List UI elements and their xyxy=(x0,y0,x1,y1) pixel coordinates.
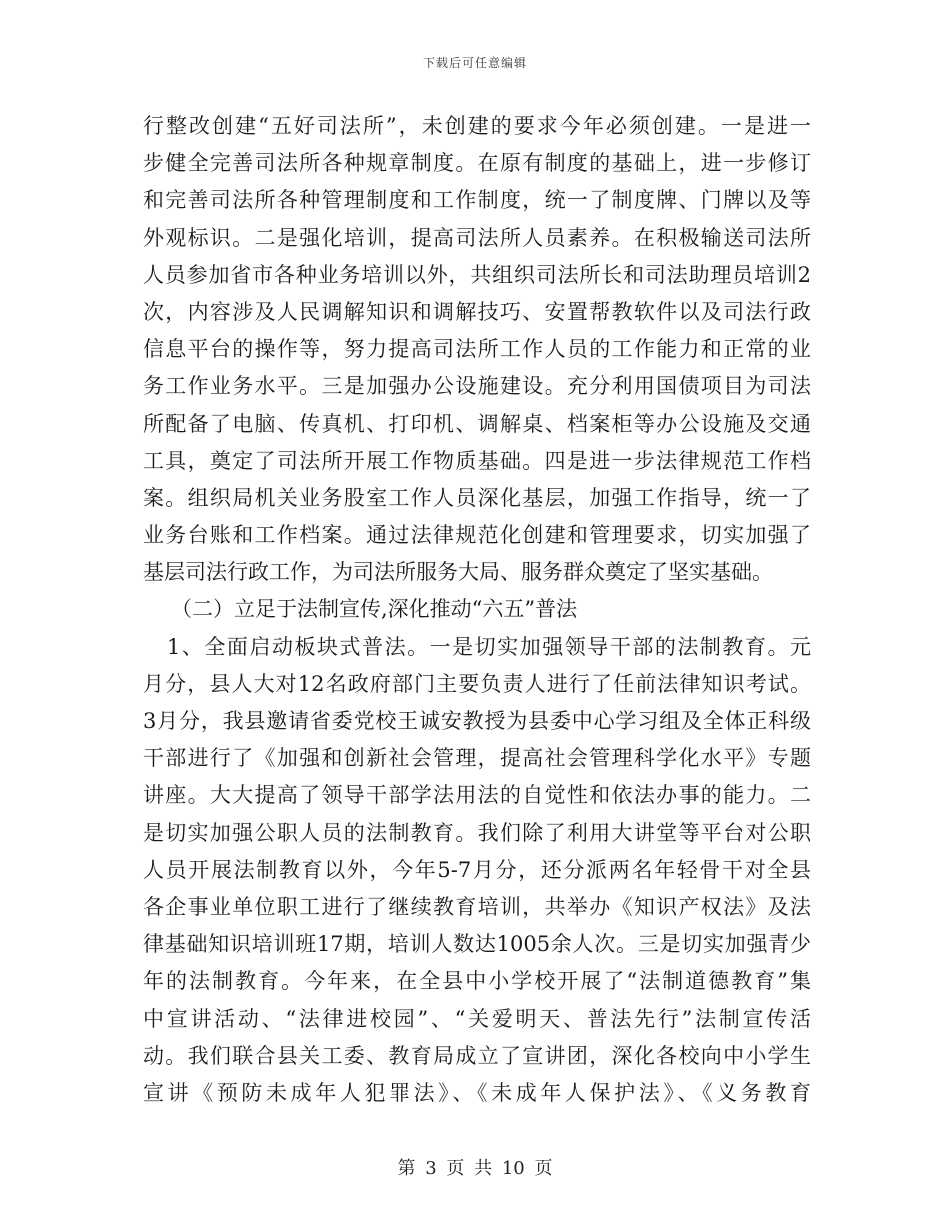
paragraph-line: 信息平台的操作等，努力提高司法所工作人员的工作能力和正常的业 xyxy=(143,337,811,362)
section-heading: （二）立足于法制宣传,深化推动“六五”普法 xyxy=(171,597,578,622)
paragraph-line: 动。我们联合县关工委、教育局成立了宣讲团，深化各校向中小学生 xyxy=(143,1043,811,1068)
paragraph-line: 案。组织局机关业务股室工作人员深化基层，加强工作指导，统一了 xyxy=(143,485,811,510)
paragraph-line: 1、全面启动板块式普法。一是切实加强领导干部的法制教育。元 xyxy=(167,634,811,659)
paragraph-line: 中宣讲活动、“法律进校园”、“关爱明天、普法先行”法制宣传活 xyxy=(143,1006,811,1031)
paragraph-line: 律基础知识培训班17期，培训人数达1005余人次。三是切实加强青少 xyxy=(143,932,811,957)
paragraph-line: 年的法制教育。今年来，在全县中小学校开展了“法制道德教育”集 xyxy=(143,969,811,994)
paragraph-line: 工具，奠定了司法所开展工作物质基础。四是进一步法律规范工作档 xyxy=(143,448,811,473)
paragraph-line: 各企事业单位职工进行了继续教育培训，共举办《知识产权法》及法 xyxy=(143,894,811,919)
paragraph-line: 讲座。大大提高了领导干部学法用法的自觉性和依法办事的能力。二 xyxy=(143,783,811,808)
paragraph-line: 外观标识。二是强化培训，提高司法所人员素养。在积极输送司法所 xyxy=(143,225,811,250)
paragraph-line: 月分，县人大对12名政府部门主要负责人进行了任前法律知识考试。 xyxy=(143,671,811,696)
paragraph-line: 业务台账和工作档案。通过法律规范化创建和管理要求，切实加强了 xyxy=(143,523,811,548)
page-number-footer: 第 3 页 共 10 页 xyxy=(397,1158,553,1179)
paragraph-line: 宣讲《预防未成年人犯罪法》、《未成年人保护法》、《义务教育 xyxy=(143,1080,811,1105)
paragraph-line: 人员开展法制教育以外，今年5-7月分，还分派两名年轻骨干对全县 xyxy=(143,857,811,882)
paragraph-line: 是切实加强公职人员的法制教育。我们除了利用大讲堂等平台对公职 xyxy=(143,820,811,845)
header-note: 下载后可任意编辑 xyxy=(422,56,527,70)
paragraph-line: 行整改创建“五好司法所”，未创建的要求今年必须创建。一是进一 xyxy=(143,114,811,138)
paragraph-line: 步健全完善司法所各种规章制度。在原有制度的基础上，进一步修订 xyxy=(143,151,811,176)
paragraph-line: 所配备了电脑、传真机、打印机、调解桌、档案柜等办公设施及交通 xyxy=(143,411,811,436)
paragraph-line: 人员参加省市各种业务培训以外，共组织司法所长和司法助理员培训2 xyxy=(143,262,811,287)
paragraph-line: 干部进行了《加强和创新社会管理，提高社会管理科学化水平》专题 xyxy=(143,746,811,771)
paragraph-line: 3月分，我县邀请省委党校王诚安教授为县委中心学习组及全体正科级 xyxy=(143,709,811,733)
paragraph-line: 次，内容涉及人民调解知识和调解技巧、安置帮教软件以及司法行政 xyxy=(143,299,811,324)
paragraph-line: 基层司法行政工作，为司法所服务大局、服务群众奠定了坚实基础。 xyxy=(143,560,773,585)
paragraph-line: 务工作业务水平。三是加强办公设施建设。充分利用国债项目为司法 xyxy=(143,374,811,399)
body-text xyxy=(143,108,811,1112)
paragraph-line: 和完善司法所各种管理制度和工作制度，统一了制度牌、门牌以及等 xyxy=(143,188,811,213)
